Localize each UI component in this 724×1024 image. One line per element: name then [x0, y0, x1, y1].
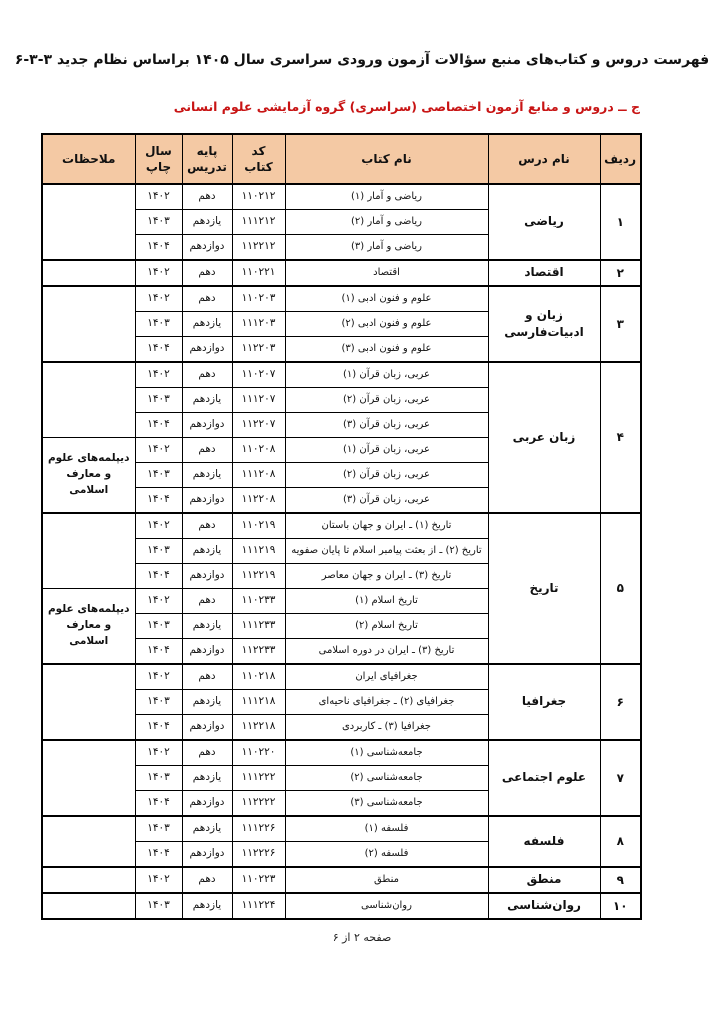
book-name-cell: روان‌شناسی — [285, 893, 488, 919]
header-row-number: ردیف — [600, 134, 641, 184]
book-code-cell: ۱۱۱۲۲۶ — [232, 816, 285, 842]
teaching-grade-cell: دهم — [182, 260, 232, 286]
book-name-cell: ریاضی و آمار (۱) — [285, 184, 488, 210]
row-number-cell: ۱ — [600, 184, 641, 260]
teaching-grade-cell: دوازدهم — [182, 488, 232, 514]
print-year-cell: ۱۴۰۳ — [135, 312, 182, 337]
book-code-cell: ۱۱۰۲۲۳ — [232, 867, 285, 893]
remark-cell — [42, 184, 135, 260]
print-year-cell: ۱۴۰۲ — [135, 740, 182, 766]
teaching-grade-cell: دوازدهم — [182, 639, 232, 665]
book-name-cell: اقتصاد — [285, 260, 488, 286]
table-row — [42, 362, 641, 388]
row-number-cell: ۷ — [600, 740, 641, 816]
book-code-cell: ۱۱۱۲۱۲ — [232, 210, 285, 235]
course-name-cell: زبان عربی — [488, 362, 600, 513]
book-code-cell: ۱۱۱۲۳۳ — [232, 614, 285, 639]
book-name-cell: جغرافیا (۳) ـ کاربردی — [285, 715, 488, 741]
book-name-cell: عربی، زبان قرآن (۱) — [285, 438, 488, 463]
teaching-grade-cell: دهم — [182, 362, 232, 388]
book-name-cell: ریاضی و آمار (۳) — [285, 235, 488, 261]
print-year-cell: ۱۴۰۳ — [135, 463, 182, 488]
remark-cell: دیپلمه‌های علوم و معارف اسلامی — [42, 589, 135, 665]
teaching-grade-cell: یازدهم — [182, 210, 232, 235]
book-name-cell: جامعه‌شناسی (۱) — [285, 740, 488, 766]
teaching-grade-cell: دهم — [182, 664, 232, 690]
book-name-cell: جامعه‌شناسی (۲) — [285, 766, 488, 791]
book-code-cell: ۱۱۰۲۱۸ — [232, 664, 285, 690]
row-number-cell: ۹ — [600, 867, 641, 893]
print-year-cell: ۱۴۰۴ — [135, 235, 182, 261]
book-name-cell: عربی، زبان قرآن (۳) — [285, 413, 488, 438]
print-year-cell: ۱۴۰۲ — [135, 664, 182, 690]
book-name-cell: تاریخ اسلام (۲) — [285, 614, 488, 639]
book-name-cell: تاریخ (۳) ـ ایران و جهان معاصر — [285, 564, 488, 589]
row-number-cell: ۲ — [600, 260, 641, 286]
table-row — [42, 740, 641, 766]
book-name-cell: تاریخ (۱) ـ ایران و جهان باستان — [285, 513, 488, 539]
teaching-grade-cell: دهم — [182, 740, 232, 766]
teaching-grade-cell: یازدهم — [182, 690, 232, 715]
row-number-cell: ۸ — [600, 816, 641, 867]
book-code-cell: ۱۱۰۲۲۱ — [232, 260, 285, 286]
print-year-cell: ۱۴۰۴ — [135, 842, 182, 868]
table-row — [42, 816, 641, 842]
teaching-grade-cell: دهم — [182, 513, 232, 539]
book-code-cell: ۱۱۲۲۰۷ — [232, 413, 285, 438]
teaching-grade-cell: یازدهم — [182, 614, 232, 639]
table-row — [42, 513, 641, 539]
header-remarks: ملاحظات — [42, 134, 135, 184]
table-row — [42, 286, 641, 312]
teaching-grade-cell: دوازدهم — [182, 413, 232, 438]
book-code-cell: ۱۱۲۲۳۳ — [232, 639, 285, 665]
remark-cell — [42, 664, 135, 740]
teaching-grade-cell: یازدهم — [182, 463, 232, 488]
table-row — [42, 893, 641, 919]
course-name-cell: تاریخ — [488, 513, 600, 664]
teaching-grade-cell: دوازدهم — [182, 842, 232, 868]
teaching-grade-cell: یازدهم — [182, 893, 232, 919]
print-year-cell: ۱۴۰۴ — [135, 639, 182, 665]
book-code-cell: ۱۱۲۲۲۲ — [232, 791, 285, 817]
print-year-cell: ۱۴۰۳ — [135, 388, 182, 413]
book-name-cell: فلسفه (۲) — [285, 842, 488, 868]
print-year-cell: ۱۴۰۳ — [135, 614, 182, 639]
row-number-cell: ۳ — [600, 286, 641, 362]
teaching-grade-cell: یازدهم — [182, 816, 232, 842]
course-name-cell: علوم اجتماعی — [488, 740, 600, 816]
book-name-cell: منطق — [285, 867, 488, 893]
print-year-cell: ۱۴۰۳ — [135, 816, 182, 842]
header-grade: پایه تدریس — [182, 134, 232, 184]
print-year-cell: ۱۴۰۳ — [135, 539, 182, 564]
header-book-name: نام کتاب — [285, 134, 488, 184]
book-name-cell: عربی، زبان قرآن (۳) — [285, 488, 488, 514]
header-row — [42, 134, 641, 184]
print-year-cell: ۱۴۰۲ — [135, 589, 182, 614]
row-number-cell: ۴ — [600, 362, 641, 513]
row-number-cell: ۶ — [600, 664, 641, 740]
book-name-cell: علوم و فنون ادبی (۳) — [285, 337, 488, 363]
section-subtitle: ج ــ دروس و منابع آزمون اختصاصی (سراسری) گروه آزمایشی علوم انسانی — [173, 99, 640, 114]
course-name-cell: روان‌شناسی — [488, 893, 600, 919]
book-code-cell: ۱۱۱۲۰۷ — [232, 388, 285, 413]
teaching-grade-cell: یازدهم — [182, 539, 232, 564]
print-year-cell: ۱۴۰۲ — [135, 438, 182, 463]
book-name-cell: عربی، زبان قرآن (۲) — [285, 388, 488, 413]
header-book-code: کد کتاب — [232, 134, 285, 184]
book-code-cell: ۱۱۰۲۲۰ — [232, 740, 285, 766]
print-year-cell: ۱۴۰۲ — [135, 260, 182, 286]
teaching-grade-cell: دهم — [182, 438, 232, 463]
book-code-cell: ۱۱۲۲۲۶ — [232, 842, 285, 868]
table-row — [42, 184, 641, 210]
print-year-cell: ۱۴۰۴ — [135, 564, 182, 589]
book-name-cell: علوم و فنون ادبی (۱) — [285, 286, 488, 312]
book-code-cell: ۱۱۱۲۲۲ — [232, 766, 285, 791]
teaching-grade-cell: یازدهم — [182, 388, 232, 413]
row-number-cell: ۵ — [600, 513, 641, 664]
book-name-cell: جغرافیای ایران — [285, 664, 488, 690]
row-number-cell: ۱۰ — [600, 893, 641, 919]
book-code-cell: ۱۱۲۲۱۲ — [232, 235, 285, 261]
course-name-cell: اقتصاد — [488, 260, 600, 286]
teaching-grade-cell: دوازدهم — [182, 715, 232, 741]
book-name-cell: جامعه‌شناسی (۳) — [285, 791, 488, 817]
print-year-cell: ۱۴۰۴ — [135, 715, 182, 741]
print-year-cell: ۱۴۰۲ — [135, 513, 182, 539]
print-year-cell: ۱۴۰۳ — [135, 690, 182, 715]
course-name-cell: ریاضی — [488, 184, 600, 260]
remark-cell — [42, 867, 135, 893]
remark-cell — [42, 893, 135, 919]
book-name-cell: ریاضی و آمار (۲) — [285, 210, 488, 235]
print-year-cell: ۱۴۰۴ — [135, 791, 182, 817]
remark-cell — [42, 513, 135, 589]
teaching-grade-cell: دوازدهم — [182, 337, 232, 363]
remark-cell — [42, 362, 135, 438]
book-name-cell: عربی، زبان قرآن (۱) — [285, 362, 488, 388]
print-year-cell: ۱۴۰۳ — [135, 210, 182, 235]
book-name-cell: علوم و فنون ادبی (۲) — [285, 312, 488, 337]
page-title: فهرست دروس و کتاب‌های منبع سؤالات آزمون ورودی سراسری سال ۱۴۰۵ براساس نظام جدید ۳-۳-۶ — [14, 52, 710, 68]
remark-cell — [42, 740, 135, 816]
book-name-cell: تاریخ (۳) ـ ایران در دوره اسلامی — [285, 639, 488, 665]
course-name-cell: زبان و ادبیات‌فارسی — [488, 286, 600, 362]
book-code-cell: ۱۱۱۲۲۴ — [232, 893, 285, 919]
book-name-cell: عربی، زبان قرآن (۲) — [285, 463, 488, 488]
teaching-grade-cell: دوازدهم — [182, 791, 232, 817]
book-code-cell: ۱۱۱۲۰۸ — [232, 463, 285, 488]
print-year-cell: ۱۴۰۲ — [135, 867, 182, 893]
teaching-grade-cell: یازدهم — [182, 766, 232, 791]
book-name-cell: جغرافیای (۲) ـ جغرافیای ناحیه‌ای — [285, 690, 488, 715]
course-name-cell: جغرافیا — [488, 664, 600, 740]
teaching-grade-cell: دهم — [182, 867, 232, 893]
header-course-name: نام درس — [488, 134, 600, 184]
remark-cell — [42, 260, 135, 286]
table-row — [42, 867, 641, 893]
teaching-grade-cell: دهم — [182, 589, 232, 614]
print-year-cell: ۱۴۰۳ — [135, 766, 182, 791]
book-code-cell: ۱۱۰۲۱۹ — [232, 513, 285, 539]
remark-cell — [42, 816, 135, 867]
book-code-cell: ۱۱۰۲۰۷ — [232, 362, 285, 388]
teaching-grade-cell: دوازدهم — [182, 235, 232, 261]
book-code-cell: ۱۱۱۲۱۹ — [232, 539, 285, 564]
course-name-cell: منطق — [488, 867, 600, 893]
book-code-cell: ۱۱۲۲۱۹ — [232, 564, 285, 589]
print-year-cell: ۱۴۰۴ — [135, 337, 182, 363]
book-code-cell: ۱۱۰۲۰۳ — [232, 286, 285, 312]
print-year-cell: ۱۴۰۴ — [135, 488, 182, 514]
print-year-cell: ۱۴۰۲ — [135, 184, 182, 210]
course-name-cell: فلسفه — [488, 816, 600, 867]
print-year-cell: ۱۴۰۳ — [135, 893, 182, 919]
book-code-cell: ۱۱۲۲۰۳ — [232, 337, 285, 363]
header-print-year: سال چاپ — [135, 134, 182, 184]
courses-table — [41, 133, 642, 920]
table-row — [42, 260, 641, 286]
book-code-cell: ۱۱۲۲۰۸ — [232, 488, 285, 514]
print-year-cell: ۱۴۰۴ — [135, 413, 182, 438]
book-code-cell: ۱۱۰۲۰۸ — [232, 438, 285, 463]
remark-cell — [42, 286, 135, 362]
book-name-cell: تاریخ اسلام (۱) — [285, 589, 488, 614]
teaching-grade-cell: دهم — [182, 286, 232, 312]
book-code-cell: ۱۱۰۲۳۳ — [232, 589, 285, 614]
book-code-cell: ۱۱۰۲۱۲ — [232, 184, 285, 210]
print-year-cell: ۱۴۰۲ — [135, 286, 182, 312]
page-number: صفحه ۲ از ۶ — [332, 931, 392, 944]
teaching-grade-cell: دهم — [182, 184, 232, 210]
book-name-cell: فلسفه (۱) — [285, 816, 488, 842]
teaching-grade-cell: یازدهم — [182, 312, 232, 337]
book-name-cell: تاریخ (۲) ـ از بعثت پیامبر اسلام تا پایان صفویه — [285, 539, 488, 564]
table-body — [42, 184, 641, 919]
remark-cell: دیپلمه‌های علوم و معارف اسلامی — [42, 438, 135, 514]
book-code-cell: ۱۱۱۲۱۸ — [232, 690, 285, 715]
table-row — [42, 664, 641, 690]
book-code-cell: ۱۱۱۲۰۳ — [232, 312, 285, 337]
teaching-grade-cell: دوازدهم — [182, 564, 232, 589]
print-year-cell: ۱۴۰۲ — [135, 362, 182, 388]
book-code-cell: ۱۱۲۲۱۸ — [232, 715, 285, 741]
